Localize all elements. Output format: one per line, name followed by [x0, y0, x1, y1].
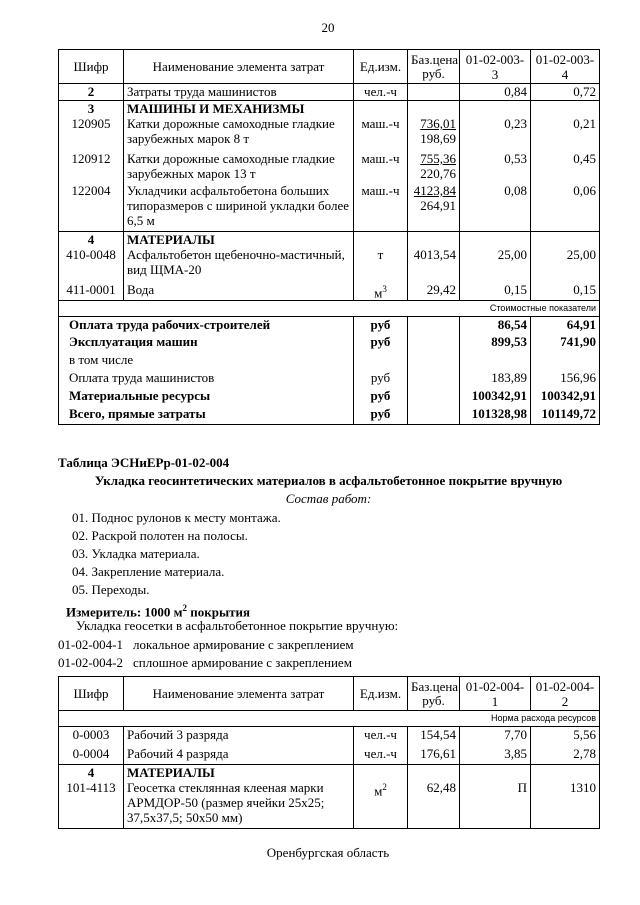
- worker-value-2: 5,56: [531, 727, 600, 746]
- summary-label: Эксплуатация машин: [59, 334, 354, 352]
- material-price: 62,48: [408, 780, 460, 828]
- machine-code: 120905: [59, 116, 124, 151]
- summary-unit: руб: [354, 316, 408, 334]
- material-name: Геосетка стеклянная клееная марки АРМДОР-50 (размер ячейки 25х25; 37,5х37,5; 50х50 мм): [124, 780, 354, 828]
- header-norm-1: 01-02-004-1: [460, 677, 531, 711]
- summary-label: в том числе: [59, 352, 354, 370]
- summary-value-2: 741,90: [531, 334, 600, 352]
- summary-value-2: 100342,91: [531, 388, 600, 406]
- header-unit: Ед.изм.: [354, 677, 408, 711]
- worker-code: 0-0004: [59, 746, 124, 765]
- summary-unit: руб: [354, 334, 408, 352]
- section-title: МАТЕРИАЛЫ: [124, 231, 354, 247]
- footer-region: Оренбургская область: [266, 845, 390, 860]
- machine-value-1: 0,08: [460, 183, 531, 231]
- summary-label: Всего, прямые затраты: [59, 406, 354, 424]
- row-value-1: 0,84: [460, 84, 531, 101]
- variant-item: 01-02-004-2 сплошное армирование с закреплением: [58, 655, 352, 670]
- summary-value-1: 183,89: [460, 370, 531, 388]
- worker-value-1: 3,85: [460, 746, 531, 765]
- machine-value-2: 0,06: [531, 183, 600, 231]
- material-price: 4013,54: [408, 247, 460, 282]
- row-unit: чел.-ч: [354, 84, 408, 101]
- cost-indicators-caption: Стоимостные показатели: [59, 300, 600, 316]
- worker-value-1: 7,70: [460, 727, 531, 746]
- material-value-2: 1310: [531, 780, 600, 828]
- section-heading: Укладка геосинтетических материалов в асфальтобетонное покрытие вручную: [94, 473, 563, 488]
- machine-price: 4123,84 264,91: [408, 183, 460, 231]
- intro-text: Укладка геосетки в асфальтобетонное покрытие вручную:: [76, 618, 399, 633]
- material-unit: $м^2$: [354, 780, 408, 828]
- material-unit: т: [354, 247, 408, 282]
- work-item: 01. Поднос рулонов к месту монтажа.: [72, 510, 281, 525]
- header-code: Шифр: [59, 677, 124, 711]
- summary-label: Оплата труда рабочих-строителей: [59, 316, 354, 334]
- machine-name: Укладчики асфальтобетона больших типоразмеров с шириной укладки более 6,5 м: [124, 183, 354, 231]
- header-unit: Ед.изм.: [354, 50, 408, 84]
- measure: Измеритель: 1000 $м^2$ покрытия: [66, 603, 251, 620]
- header-norm-2: 01-02-004-2: [531, 677, 600, 711]
- resource-table-004: [58, 676, 600, 829]
- worker-price: 176,61: [408, 746, 460, 765]
- material-unit: $м^3$: [354, 282, 408, 301]
- work-item: 04. Закрепление материала.: [72, 564, 225, 579]
- machine-value-2: 0,45: [531, 151, 600, 183]
- material-code: 101-4113: [59, 780, 124, 828]
- header-name: Наименование элемента затрат: [124, 677, 354, 711]
- machine-price: 736,01 198,69: [408, 116, 460, 151]
- work-item: 02. Раскрой полотен на полосы.: [72, 528, 248, 543]
- machine-value-1: 0,53: [460, 151, 531, 183]
- material-value-1: П: [460, 780, 531, 828]
- summary-value-1: 899,53: [460, 334, 531, 352]
- worker-value-2: 2,78: [531, 746, 600, 765]
- summary-value-2: 101149,72: [531, 406, 600, 424]
- summary-value-2: 156,96: [531, 370, 600, 388]
- material-value-1: 0,15: [460, 282, 531, 301]
- header-base-price: Баз.цена руб.: [408, 677, 460, 711]
- header-name: Наименование элемента затрат: [124, 50, 354, 84]
- machine-unit: маш.-ч: [354, 151, 408, 183]
- machine-code: 120912: [59, 151, 124, 183]
- material-value-2: 0,15: [531, 282, 600, 301]
- summary-unit: руб: [354, 406, 408, 424]
- header-code: Шифр: [59, 50, 124, 84]
- summary-label: Материальные ресурсы: [59, 388, 354, 406]
- material-price: 29,42: [408, 282, 460, 301]
- machine-price: 755,36 220,76: [408, 151, 460, 183]
- machine-name: Катки дорожные самоходные гладкие зарубежных марок 13 т: [124, 151, 354, 183]
- summary-value-1: 86,54: [460, 316, 531, 334]
- material-name: Вода: [124, 282, 354, 301]
- header-norm-1: 01-02-003-3: [460, 50, 531, 84]
- row-name: Затраты труда машинистов: [124, 84, 354, 101]
- worker-unit: чел.-ч: [354, 746, 408, 765]
- row-code: 2: [59, 84, 124, 101]
- material-value-1: 25,00: [460, 247, 531, 282]
- machine-value-1: 0,23: [460, 116, 531, 151]
- summary-value-1: 101328,98: [460, 406, 531, 424]
- section-title: МАШИНЫ И МЕХАНИЗМЫ: [124, 101, 354, 117]
- section-title: МАТЕРИАЛЫ: [124, 765, 354, 781]
- section-code: 3: [59, 101, 124, 117]
- section-code: 4: [59, 231, 124, 247]
- table-title: Таблица ЭСНиЕРр-01-02-004: [58, 455, 230, 470]
- machine-unit: маш.-ч: [354, 116, 408, 151]
- material-code: 411-0001: [59, 282, 124, 301]
- header-base-price: Баз.цена руб.: [408, 50, 460, 84]
- material-code: 410-0048: [59, 247, 124, 282]
- worker-unit: чел.-ч: [354, 727, 408, 746]
- works-title: Состав работ:: [285, 491, 372, 506]
- summary-value-2: 64,91: [531, 316, 600, 334]
- worker-name: Рабочий 3 разряда: [124, 727, 354, 746]
- work-item: 03. Укладка материала.: [72, 546, 200, 561]
- norm-caption: Норма расхода ресурсов: [59, 711, 600, 727]
- row-value-2: 0,72: [531, 84, 600, 101]
- worker-name: Рабочий 4 разряда: [124, 746, 354, 765]
- section-code: 4: [59, 765, 124, 781]
- summary-unit: руб: [354, 370, 408, 388]
- machine-name: Катки дорожные самоходные гладкие зарубежных марок 8 т: [124, 116, 354, 151]
- summary-value-1: 100342,91: [460, 388, 531, 406]
- summary-label: Оплата труда машинистов: [59, 370, 354, 388]
- summary-unit: руб: [354, 388, 408, 406]
- machine-code: 122004: [59, 183, 124, 231]
- machine-unit: маш.-ч: [354, 183, 408, 231]
- material-name: Асфальтобетон щебеночно-мастичный, вид ЩМА-20: [124, 247, 354, 282]
- machine-value-2: 0,21: [531, 116, 600, 151]
- work-item: 05. Переходы.: [72, 582, 150, 597]
- resource-table-003: [58, 49, 600, 425]
- variant-item: 01-02-004-1 локальное армирование с закреплением: [58, 637, 354, 652]
- page-number: 20: [321, 20, 335, 35]
- worker-price: 154,54: [408, 727, 460, 746]
- header-norm-2: 01-02-003-4: [531, 50, 600, 84]
- worker-code: 0-0003: [59, 727, 124, 746]
- material-value-2: 25,00: [531, 247, 600, 282]
